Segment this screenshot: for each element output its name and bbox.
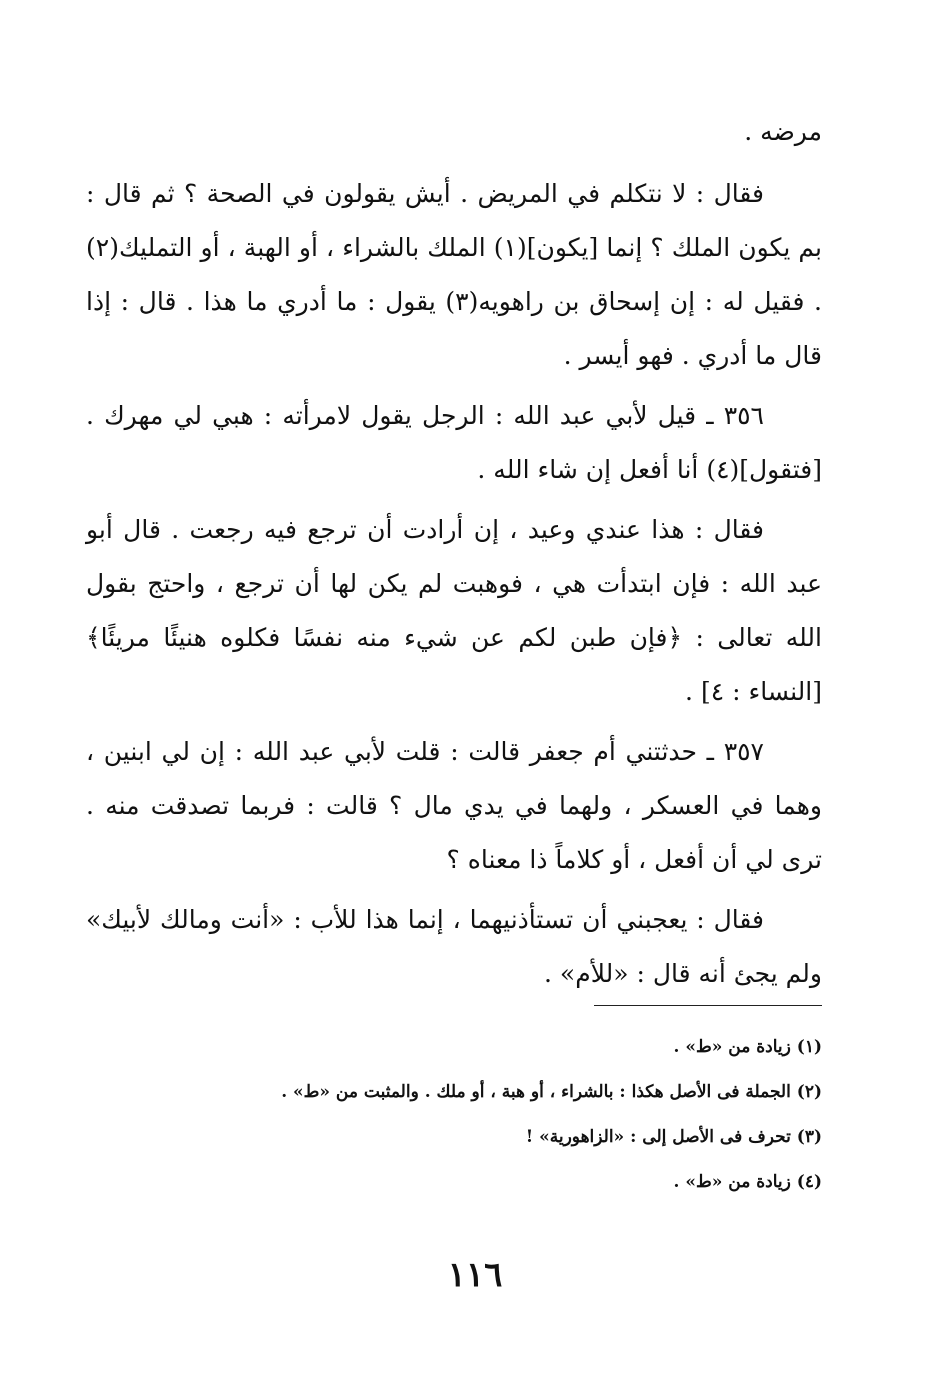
paragraph-sickness-and-ownership: فقال : لا نتكلم في المريض . أيش يقولون في الصحة ؟ ثم قال : بم يكون الملك ؟ إنما [يكون](١) الملك بالشراء ، أو الهبة ، أو التمليك(٢) . فقيل له : إن إسحاق بن راهويه(٣) يقول : ما أدري ما هذا . قال : إذا قال ما أدري . فهو أيسر . [86,179,822,370]
footnotes [122,1025,822,1205]
footnote-2: (٢) الجملة فى الأصل هكذا : بالشراء ، أو هبة ، أو ملك . والمثبت من «ط» . [281,1082,822,1102]
footnote-4: (٤) زيادة من «ط» . [673,1172,822,1192]
paragraph-357-answer: فقال : يعجبني أن تستأذنيهما ، إنما هذا للأب : «أنت ومالك لأبيك» ولم يجئ أنه قال : «للأم» . [86,905,822,988]
footnote-separator [594,1005,822,1006]
page-number: ١١٦ [447,1255,503,1295]
paragraph-357: ٣٥٧ ـ حدثتني أم جعفر قالت : قلت لأبي عبد الله : إن لي ابنين ، وهما في العسكر ، ولهما في يدي مال ؟ قالت : فربما تصدقت منه . ترى لي أن أفعل ، أو كلاماً ذا معناه ؟ [86,737,822,874]
paragraph-356-answer: فقال : هذا عندي وعيد ، إن أرادت أن ترجع فيه رجعت . قال أبو عبد الله : فإن ابتدأت هي ، فوهبت لم يكن لها أن ترجع ، واحتج بقول الله تعالى : ﴿فإن طبن لكم عن شيء منه نفسًا فكلوه هنيئًا مريئًا﴾ [النساء : ٤] . [86,515,822,706]
footnote-3: (٣) تحرف فى الأصل إلى : «الزاهورية» ! [525,1127,822,1147]
paragraph-continuation: مرضه . [744,117,822,146]
paragraph-356: ٣٥٦ ـ قيل لأبي عبد الله : الرجل يقول لامرأته : هبي لي مهرك . [فتقول](٤) أنا أفعل إن شاء الله . [86,401,822,484]
footnote-1: (١) زيادة من «ط» . [673,1037,822,1057]
